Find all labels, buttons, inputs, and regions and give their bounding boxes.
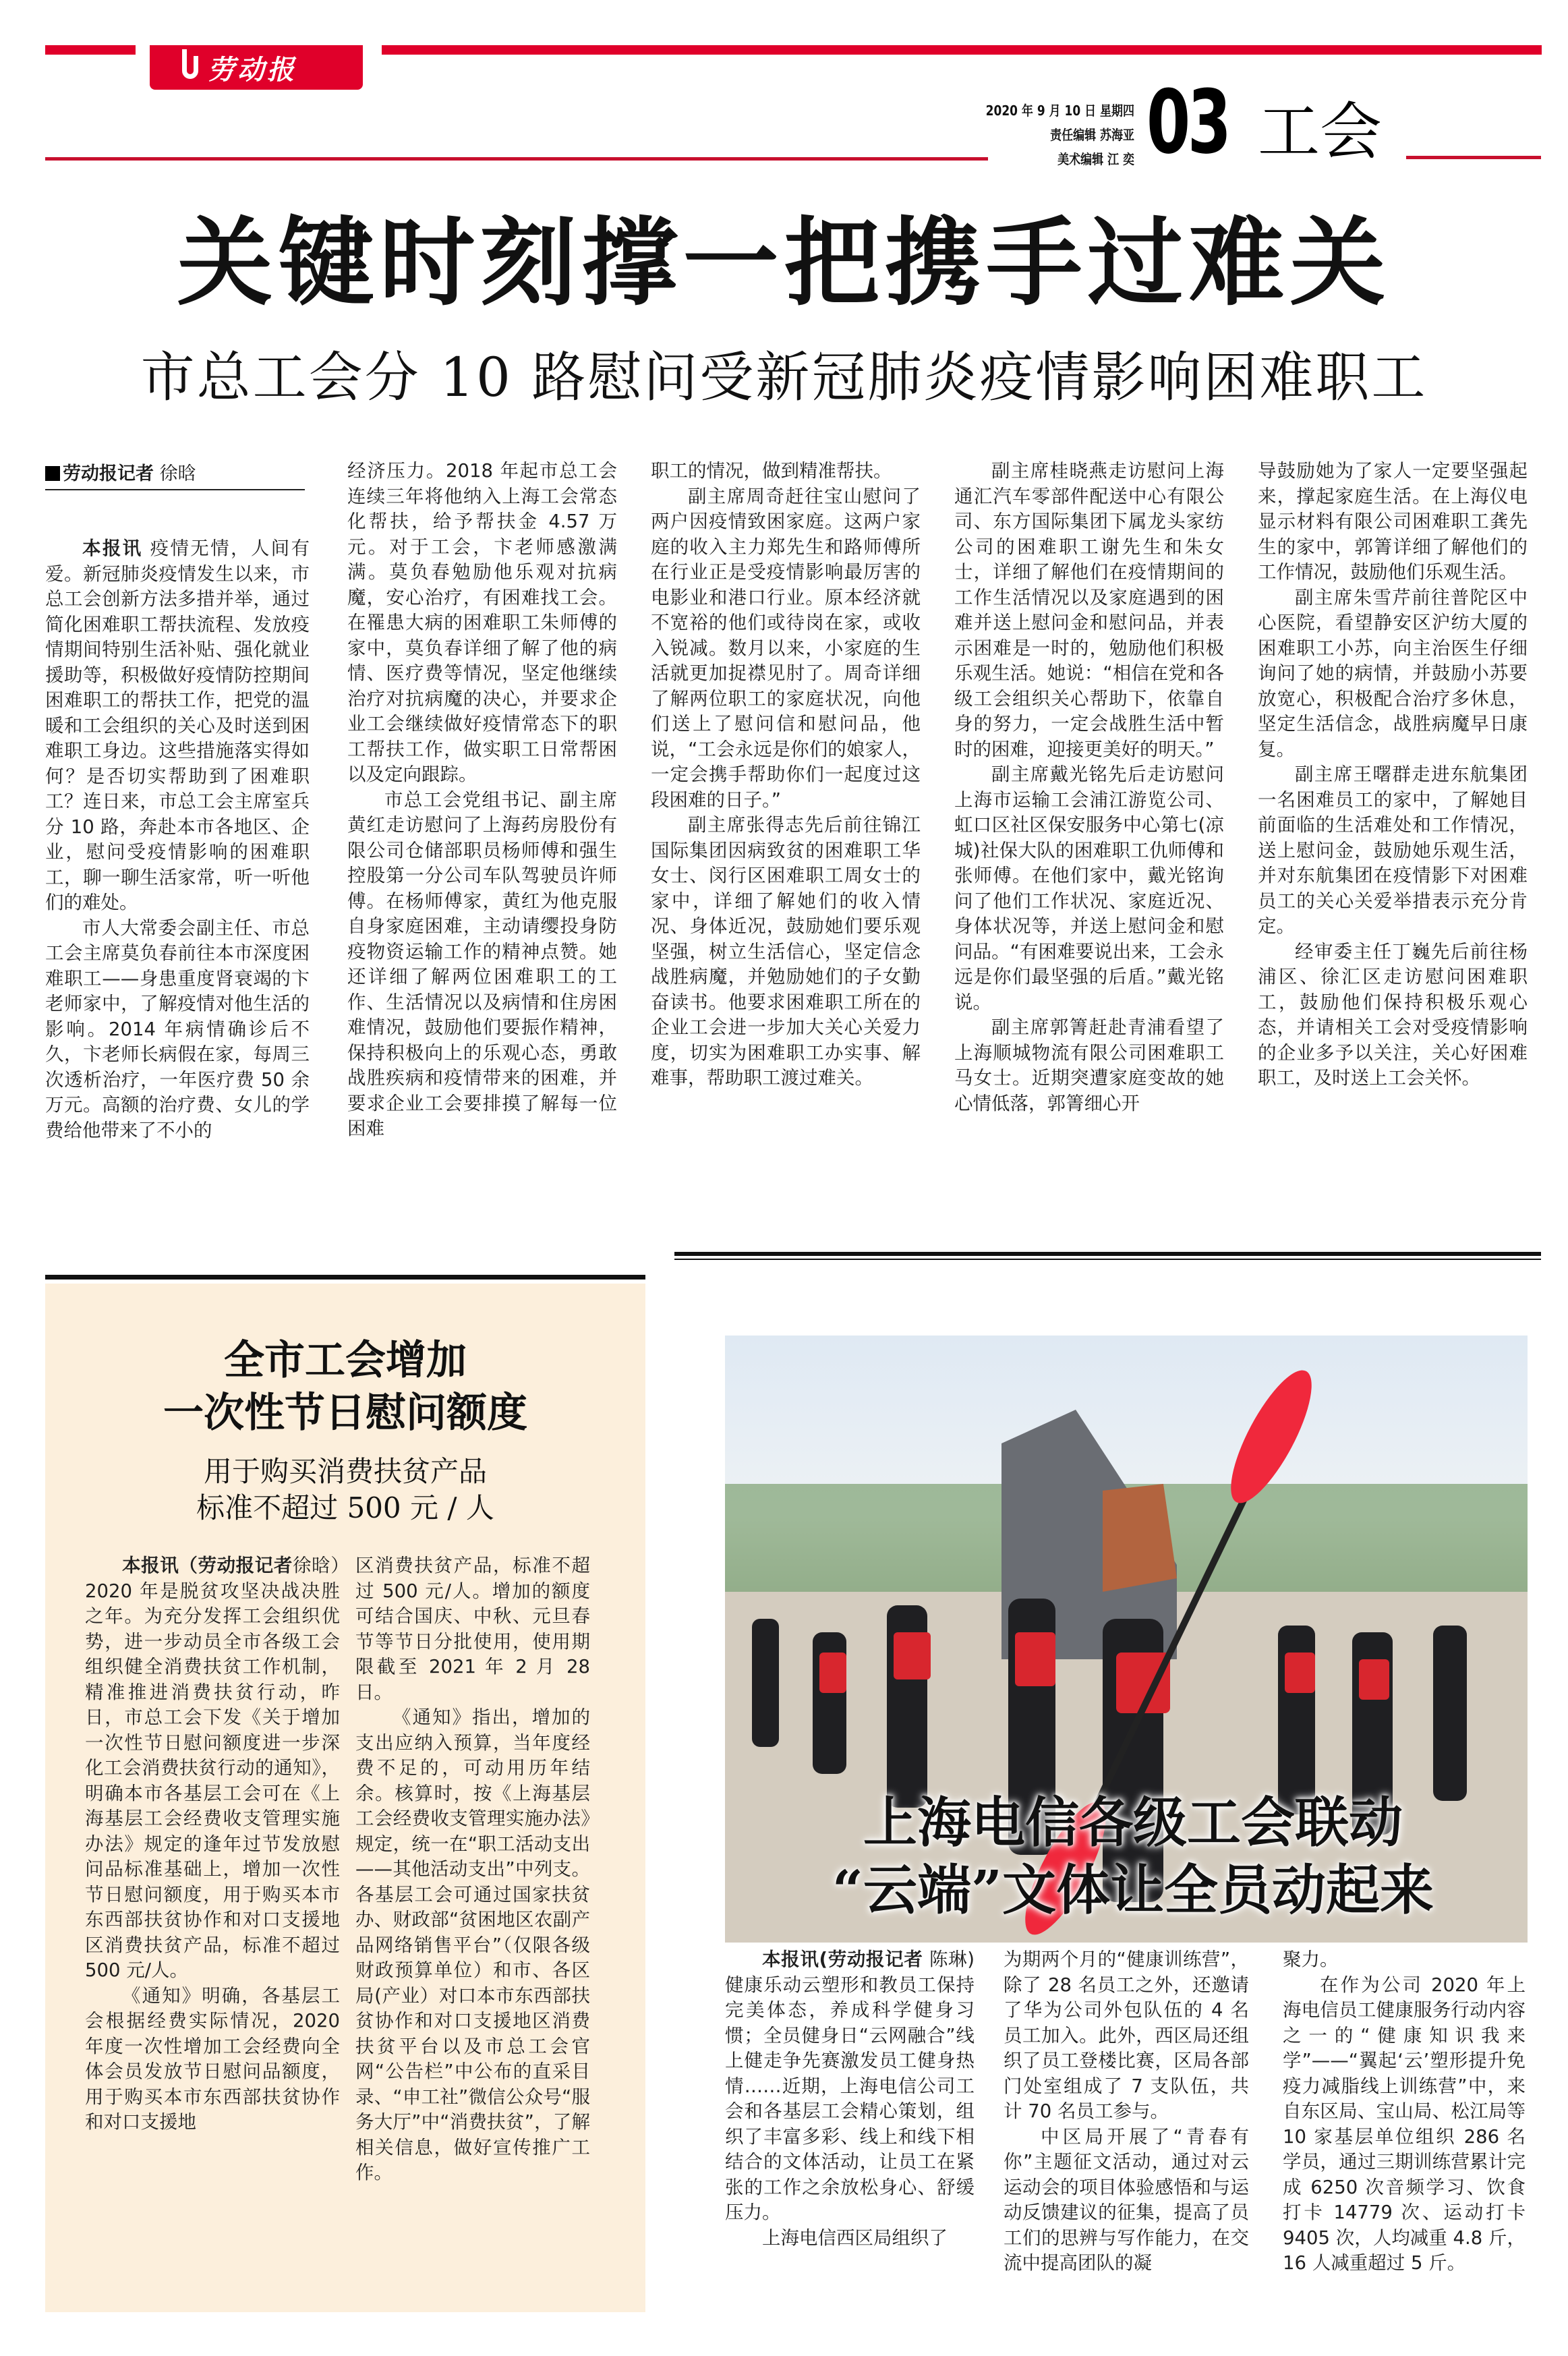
paragraph: 经审委主任丁巍先后前往杨浦区、徐汇区走访慰问困难职工，鼓励他们保持积极乐观心态，并请相关工会对受疫情影响的企业多予以关注，关心好困难职工，及时送上工会关怀。 [1258, 940, 1528, 1089]
lead-column-5 [1258, 459, 1528, 1091]
lead-byline [45, 461, 305, 490]
logo-mark-icon [182, 56, 198, 79]
telecom-headline[interactable] [715, 1789, 1551, 1924]
sidebar-title-line-1: 全市工会增加 [224, 1337, 467, 1384]
paragraph: 区消费扶贫产品，标准不超过 500 元/人。增加的额度可结合国庆、中秋、元旦春节等节日分批使用，使用期限截至 2021 年 2 月 28 日。 [355, 1555, 590, 1703]
lead-subheadline: 市总工会分 10 路慰问受新冠肺炎疫情影响困难职工 [140, 346, 1428, 409]
paragraph: 本报讯(劳动报记者 陈琳)健康乐动云塑形和教员工保持完美体态，养成科学健身习惯；全员健身日“云网融合”线上健走争先赛激发员工健身热情……近期，上海电信公司工会和各基层工会精心策划，组织了丰富多彩、线上和线下相结合的文体活动，让员工在紧张的工作之余放松身心、舒缓压力。 [725, 1949, 975, 2223]
paragraph: 为期两个月的“健康训练营”，除了 28 名员工之外，还邀请了华为公司外包队伍的 4 名员工加入。此外，西区局还组织了员工登楼比赛，区局各部门处室组成了 7 支队伍，共计 70 名员工参与。 [1004, 1949, 1249, 2122]
art-editor: 美术编辑 江 奕 [1057, 151, 1134, 167]
masthead-red-bar-left [45, 45, 136, 55]
lead-headline[interactable]: 关键时刻撑一把携手过难关 [177, 207, 1391, 319]
paragraph: 导鼓励她为了家人一定要坚强起来，撑起家庭生活。在上海仪电显示材料有限公司困难职工龚先生的家中，郭箐详细了解他们的工作情况，鼓励他们乐观生活。 [1258, 460, 1528, 583]
telecom-headline-line-2: “云端”文体让全员动起来 [832, 1858, 1434, 1922]
responsible-editor: 责任编辑 苏海亚 [1050, 127, 1134, 143]
lead-column-3 [651, 459, 921, 1091]
masthead-red-bar-right [382, 45, 1542, 55]
paragraph: 本报讯 疫情无情，人间有爱。新冠肺炎疫情发生以来，市总工会创新方法多措并举，通过简化困难职工帮扶流程、发放疫情期间特别生活补贴、强化就业援助等，积极做好疫情防控期间困难职工的帮扶工作，把党的温暖和工会组织的关心及时送到困难职工身边。这些措施落实得如何？是否切实帮助到了困难职工？连日来，市总工会主席室兵分 10 路，奔赴本市各地区、企业，慰问受疫情影响的困难职工，聊一聊生活家常，听一听他们的难处。 [45, 538, 310, 913]
issue-date: 2020 年 9 月 10 日 星期四 [985, 103, 1134, 119]
paragraph: 聚力。 [1283, 1949, 1339, 1970]
issue-meta [984, 98, 1134, 171]
byline-square-icon [45, 466, 60, 481]
header-rule-left [45, 157, 988, 161]
sidebar-dateline: 本报讯（劳动报记者 [122, 1555, 293, 1576]
lead-column-4 [954, 459, 1224, 1116]
paragraph: 市人大常委会副主任、市总工会主席莫负春前往本市深度困难职工——身患重度肾衰竭的卞老师家中，了解疫情对他生活的影响。2014 年病情确诊后不久，卞老师长病假在家，每周三次透析治疗，一年医疗费 50 余万元。高额的治疗费、女儿的学费给他带来了不小的 [45, 917, 310, 1141]
paragraph: 副主席朱雪芹前往普陀区中心医院，看望静安区沪纺大厦的困难职工小苏，向主治医生仔细询问了她的病情，并鼓励小苏要放宽心，积极配合治疗多休息，坚定生活信念，战胜病魔早日康复。 [1258, 586, 1528, 760]
section-divider-thin [674, 1259, 1541, 1260]
paragraph: 副主席周奇赶往宝山慰问了两户因疫情致困家庭。这两户家庭的收入主力郑先生和路师傅所在行业正是受疫情影响最厉害的电影业和港口行业。原本经济就不宽裕的他们或待岗在家，或收入锐减。数月以来，小家庭的生活就更加捉襟见肘了。周奇详细了解两位职工的家庭状况，向他们送上了慰问信和慰问品，他说，“工会永远是你们的娘家人，一定会携手帮助你们一起度过这段困难的日子。” [651, 485, 921, 811]
page-number: 03 [1146, 71, 1229, 173]
telecom-dateline: 本报讯(劳动报记者 [762, 1949, 923, 1970]
telecom-headline-line-1: 上海电信各级工会联动 [863, 1791, 1403, 1854]
telecom-column-3 [1283, 1947, 1526, 2276]
paragraph: 在作为公司 2020 年上海电信员工健康服务行动内容之一的“健康知识我来学”——“翼起‘云’塑形提升免疫力减脂线上训练营”中，来自东区局、宝山局、松江局等 10 家基层单位组织 286 名学员，通过三期训练营累计完成 6250 次音频学习、饮食打卡 14779 次、运动打卡 9405 次，人均减重 4.8 斤，16 人减重超过 5 斤。 [1283, 1974, 1526, 2274]
byline-label: 劳动报记者 [63, 463, 154, 484]
lead-column-1 [45, 536, 310, 1143]
byline-name: 徐晗 [159, 463, 196, 484]
paragraph: 副主席桂晓燕走访慰问上海通汇汽车零部件配送中心有限公司、东方国际集团下属龙头家纺公司的困难职工谢先生和朱女士，详细了解他们在疫情期间的工作生活情况以及家庭遇到的困难并送上慰问金和慰问品，并表示困难是一时的，勉励他们积极乐观生活。她说：“相信在党和各级工会组织关心帮助下，依靠自身的努力，一定会战胜生活中暂时的困难，迎接更美好的明天。” [954, 460, 1224, 760]
paragraph: 职工的情况，做到精准帮扶。 [651, 460, 892, 482]
header-rule-right [1406, 156, 1541, 159]
logo-text: 劳动报 [208, 53, 297, 86]
telecom-column-2 [1004, 1947, 1249, 2276]
sidebar-column-1 [85, 1553, 340, 2135]
sidebar-subtitle-line-1: 用于购买消费扶贫产品 [203, 1455, 487, 1488]
sidebar-subtitle-line-2: 标准不超过 500 元 / 人 [196, 1491, 494, 1524]
sidebar-title-line-2: 一次性节日慰问额度 [163, 1389, 527, 1437]
newspaper-logo[interactable] [150, 45, 363, 90]
paragraph: 副主席郭箐赶赴青浦看望了上海顺城物流有限公司困难职工马女士。近期突遭家庭变故的她心情低落，郭箐细心开 [954, 1016, 1224, 1114]
paragraph: 中区局开展了“青春有你”主题征文活动，通过对云运动会的项目体验感悟和与运动反馈建议的征集，提高了员工们的思辨与写作能力，在交流中提高团队的凝 [1004, 2125, 1249, 2274]
sidebar-title[interactable] [45, 1334, 645, 1439]
paragraph: 本报讯（劳动报记者徐晗）2020 年是脱贫攻坚决战决胜之年。为充分发挥工会组织优势，进一步动员全市各级工会组织健全消费扶贫工作机制，精准推进消费扶贫行动，昨日，市总工会下发《关于增加一次性节日慰问额度进一步深化工会消费扶贫行动的通知》，明确本市各基层工会可在《上海基层工会经费收支管理实施办法》规定的逢年过节发放慰问品标准基础上，增加一次性节日慰问额度，用于购买本市东西部扶贫协作和对口支援地区消费扶贫产品，标准不超过500 元/人。 [85, 1555, 341, 1981]
sidebar-top-rule [45, 1275, 645, 1280]
paragraph: 副主席王曙群走进东航集团一名困难员工的家中，了解她目前面临的生活难处和工作情况，送上慰问金，鼓励她乐观生活，并对东航集团在疫情影下对困难员工的关心关爱举措表示充分肯定。 [1258, 764, 1528, 937]
lead-column-2 [347, 459, 617, 1142]
section-divider-thick [674, 1252, 1541, 1256]
section-name: 工会 [1258, 96, 1383, 168]
sidebar-column-2 [355, 1553, 590, 2186]
paragraph: 《通知》明确，各基层工会根据经费实际情况，2020 年度一次性增加工会经费向全体会员发放节日慰问品额度，用于购买本市东西部扶贫协作和对口支援地 [85, 1984, 340, 2133]
paragraph: 经济压力。2018 年起市总工会连续三年将他纳入上海工会常态化帮扶，给予帮扶金 4.57 万元。对于工会，卞老师感激满满。莫负春勉励他乐观对抗病魔，安心治疗，有困难找工会。在罹患大病的困难职工朱师傅的家中，莫负春详细了解了他的病情、医疗费等情况，坚定他继续治疗对抗病魔的决心，并要求企业工会继续做好疫情常态下的职工帮扶工作，做实职工日常帮困以及定向跟踪。 [347, 460, 617, 785]
paragraph: 副主席戴光铭先后走访慰问上海市运输工会浦江游览公司、虹口区社区保安服务中心第七(凉城)社保大队的困难职工仇师傅和张师傅。在他们家中，戴光铭询问了他们工作状况、家庭近况、身体状况等，并送上慰问金和慰问品。“有困难要说出来，工会永远是你们最坚强的后盾。”戴光铭说。 [954, 764, 1224, 1013]
telecom-column-1 [725, 1947, 975, 2251]
paragraph: 市总工会党组书记、副主席黄红走访慰问了上海药房股份有限公司仓储部职员杨师傅和强生控股第一分公司车队驾驶员许师傅。在杨师傅家，黄红为他克服自身家庭困难，主动请缨投身防疫物资运输工作的精神点赞。她还详细了解两位困难职工的工作、生活情况以及病情和住房困难情况，鼓励他们要振作精神，保持积极向上的乐观心态，勇敢战胜疾病和疫情带来的困难，并要求企业工会要排摸了解每一位困难 [347, 788, 617, 1139]
sidebar-subtitle [45, 1454, 645, 1526]
dateline: 本报讯 [82, 538, 143, 559]
paragraph: 上海电信西区局组织了 [762, 2226, 948, 2249]
paragraph: 《通知》指出，增加的支出应纳入预算，当年度经费不足的，可动用历年结余。核算时，按《上海基层工会经费收支管理实施办法》规定，统一在“职工活动支出——其他活动支出”中列支。各基层工会可通过国家扶贫办、财政部“贫困地区农副产品网络销售平台”（仅限各级财政预算单位）和市、各区局(产业）对口本市东西部扶贫协作和对口支援地区消费扶贫平台以及市总工会官网“公告栏”中公布的直采目录、“申工社”微信公众号“服务大厅”中“消费扶贫”，了解相关信息，做好宣传推广工作。 [355, 1706, 590, 2183]
paragraph: 副主席张得志先后前往锦江国际集团因病致贫的困难职工华女士、闵行区困难职工周女士的家中，详细了解她们的收入情况、身体近况，鼓励她们要乐观坚强，树立生活信心，坚定信念战胜病魔，并勉励她们的子女勤奋读书。他要求困难职工所在的企业工会进一步加大关心关爱力度，切实为困难职工办实事、解难事，帮助职工渡过难关。 [651, 814, 921, 1089]
